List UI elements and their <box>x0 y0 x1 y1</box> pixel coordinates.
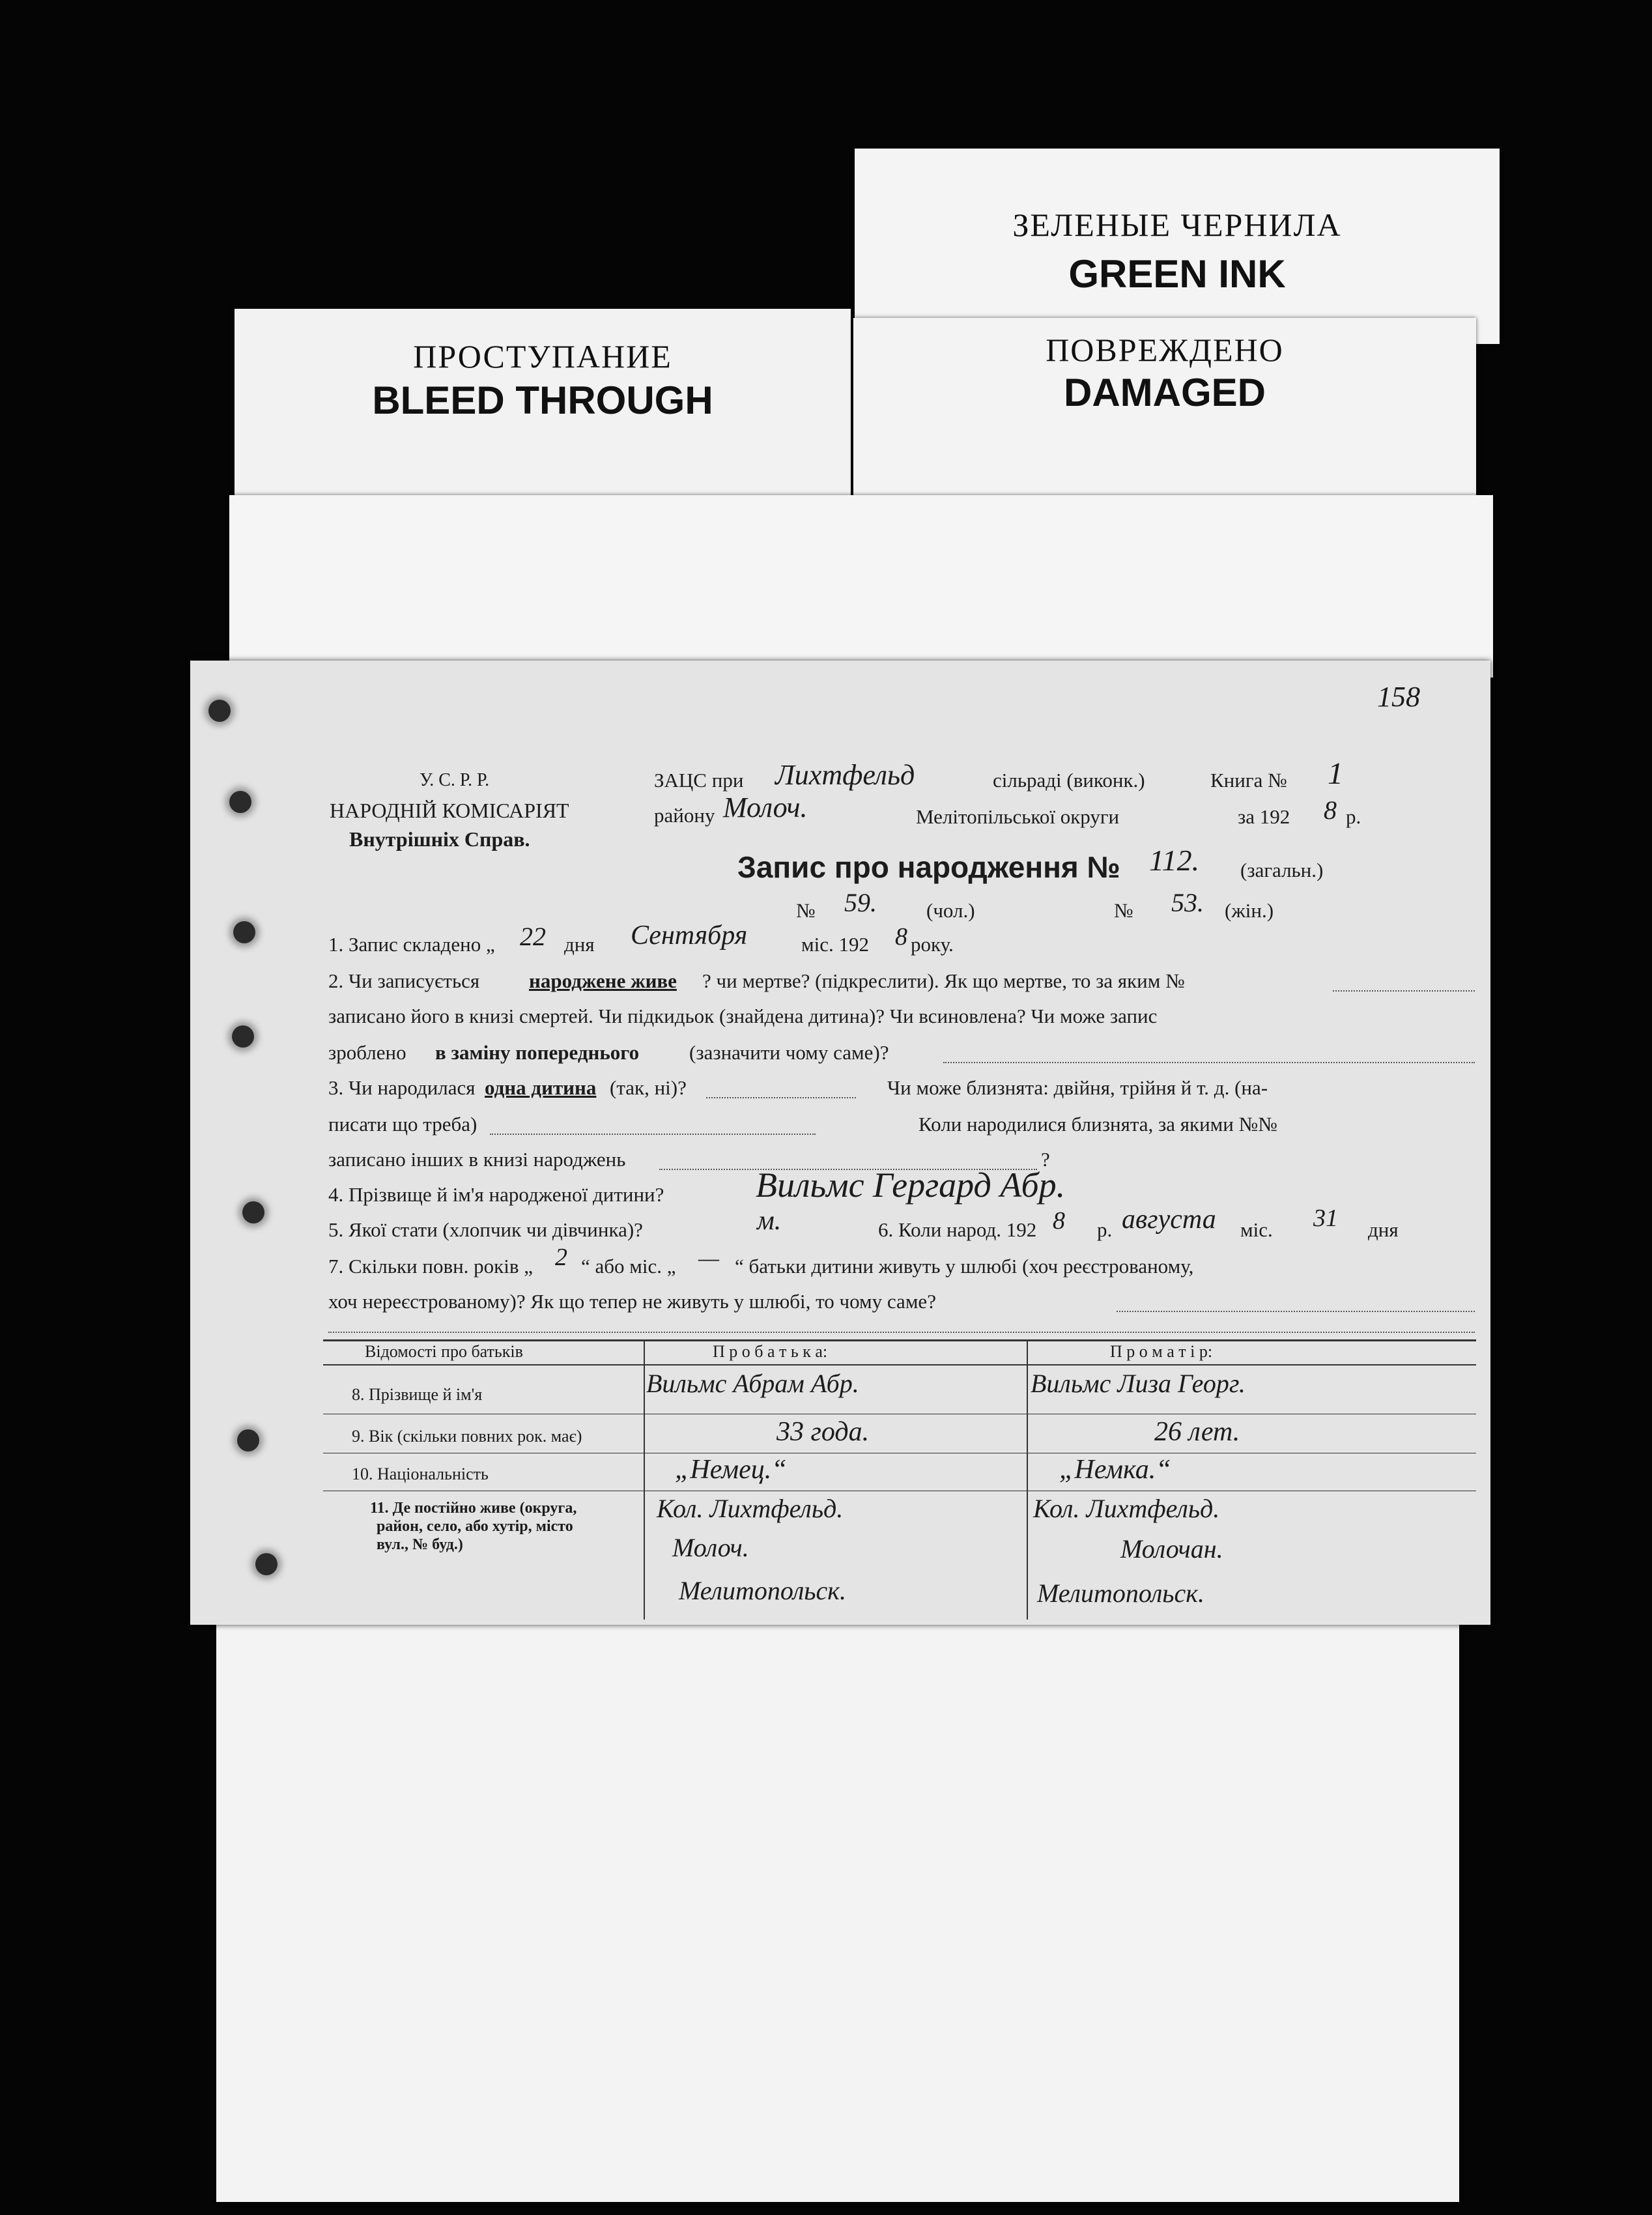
table-top-line <box>323 1339 1476 1341</box>
blank-line <box>943 1062 1475 1063</box>
table-col-divider <box>644 1339 645 1620</box>
birth-day-hand: 31 <box>1313 1205 1338 1232</box>
line1-c: міс. 192 <box>801 933 869 956</box>
line1-a: 1. Запис складено „ <box>328 933 495 956</box>
line4-a: зроблено <box>328 1041 406 1064</box>
line9-d: міс. <box>1240 1218 1273 1241</box>
record-title-suffix: (загальн.) <box>1240 859 1324 881</box>
line10-c: “ батьки дитини живуть у шлюбі (хоч реєстрованому, <box>735 1255 1194 1278</box>
book-hand: 1 <box>1328 756 1343 791</box>
year-prefix: за 192 <box>1238 805 1290 828</box>
year-hand: 8 <box>1324 795 1337 825</box>
table-head-father: П р о б а т ь к а: <box>713 1342 828 1361</box>
zags-prefix: ЗАЦС при <box>654 769 744 792</box>
father-age-hand: 33 года. <box>776 1417 870 1447</box>
header-ussr: У. С. Р. Р. <box>420 770 490 790</box>
binding-hole <box>229 791 251 813</box>
row-residence-label-2: район, село, або хутір, місто <box>377 1518 573 1535</box>
mother-residence-hand-2: Молочан. <box>1120 1534 1223 1564</box>
line4-c: (зазначити чому саме)? <box>689 1041 889 1064</box>
line9-c: р. <box>1097 1218 1113 1241</box>
line9-b: 6. Коли народ. 192 <box>878 1218 1037 1241</box>
green-ink-ru: ЗЕЛЕНЫЕ ЧЕРНИЛА <box>1012 207 1342 243</box>
blank-line <box>706 1097 856 1098</box>
birth-month-hand: августа <box>1122 1205 1216 1235</box>
num-female-hand: 53. <box>1171 888 1204 917</box>
mother-nationality-hand: „Немка.“ <box>1059 1455 1171 1485</box>
num-male-label: (чол.) <box>926 899 975 922</box>
raion-hand: Молоч. <box>723 792 808 823</box>
blank-line <box>328 1332 1475 1333</box>
line8: 4. Прізвище й ім'я народженої дитини? <box>328 1183 664 1206</box>
zags-hand: Лихтфельд <box>775 759 915 791</box>
child-name-hand: Вильмс Гергард Абр. <box>756 1165 1066 1205</box>
line4-b: в заміну попереднього <box>435 1041 640 1064</box>
row-residence-label-3: вул., № буд.) <box>377 1536 463 1553</box>
birth-record-form <box>190 661 1490 1625</box>
line2-b: народжене живе <box>529 969 677 992</box>
line1-year-hand: 8 <box>895 923 907 950</box>
binding-hole <box>208 700 231 722</box>
book-label: Книга № <box>1210 769 1287 792</box>
line5-c: (так, ні)? <box>610 1076 687 1099</box>
table-head-parents: Відомості про батьків <box>365 1342 523 1361</box>
zags-suffix: сільраді (виконк.) <box>993 769 1145 792</box>
line9-e: дня <box>1368 1218 1399 1241</box>
row-age-label: 9. Вік (скільки повних рок. має) <box>352 1427 582 1446</box>
mother-residence-hand-3: Мелитопольск. <box>1037 1579 1204 1608</box>
binding-hole <box>255 1553 278 1575</box>
birth-year-hand: 8 <box>1053 1207 1065 1235</box>
binding-hole <box>232 1025 254 1048</box>
sex-hand: м. <box>757 1206 782 1236</box>
backing-sheet-bottom <box>216 1564 1459 2202</box>
father-residence-hand-1: Кол. Лихтфельд. <box>657 1494 844 1523</box>
line5-a: 3. Чи народилася <box>328 1076 476 1099</box>
line7: записано інших в книзі народжень <box>328 1148 626 1171</box>
line9-a: 5. Якої стати (хлопчик чи дівчинка)? <box>328 1218 643 1241</box>
green-ink-label-card <box>855 149 1500 344</box>
father-name-hand: Вильмс Абрам Абр. <box>646 1369 859 1398</box>
header-internal-affairs: Внутрішніх Справ. <box>349 827 530 851</box>
bleed-through-label-card <box>235 309 851 504</box>
line2-a: 2. Чи записується <box>328 969 480 992</box>
bleed-through-ru: ПРОСТУПАНИЕ <box>413 338 672 375</box>
father-nationality-hand: „Немец.“ <box>675 1455 787 1485</box>
line5-d: Чи може близнята: двійня, трійня й т. д. (на- <box>887 1076 1268 1099</box>
blank-line <box>1333 990 1475 992</box>
num-sign-female: № <box>1114 899 1133 922</box>
green-ink-en: GREEN INK <box>1068 252 1286 296</box>
binding-hole <box>237 1429 259 1451</box>
father-residence-hand-3: Мелитопольск. <box>679 1576 846 1605</box>
bleed-through-en: BLEED THROUGH <box>372 379 713 422</box>
num-female-label: (жін.) <box>1225 899 1274 922</box>
line10-b: “ або міс. „ <box>581 1255 676 1278</box>
page-number: 158 <box>1377 681 1420 713</box>
line3: записано його в книзі смертей. Чи підкидьок (знайдена дитина)? Чи всиновлена? Чи може запис <box>328 1005 1158 1027</box>
year-suffix: р. <box>1346 805 1361 828</box>
raion-label: району <box>654 804 715 827</box>
table-head-line <box>323 1364 1476 1365</box>
line6-a: писати що треба) <box>328 1113 477 1136</box>
num-male-hand: 59. <box>844 888 877 917</box>
row-name-label: 8. Прізвище й ім'я <box>352 1385 483 1404</box>
record-number-hand: 112. <box>1149 844 1200 877</box>
binding-hole <box>242 1201 264 1223</box>
father-residence-hand-2: Молоч. <box>672 1533 749 1562</box>
num-sign-male: № <box>796 899 816 922</box>
okrug: Мелітопільської округи <box>916 805 1120 828</box>
line1-month-hand: Сентября <box>631 921 748 950</box>
line2-c: ? чи мертве? (підкреслити). Як що мертве, то за яким № <box>702 969 1185 992</box>
damaged-label-card <box>853 318 1476 504</box>
blank-line <box>1117 1311 1475 1312</box>
line1-b: дня <box>564 933 595 956</box>
row-nationality-label: 10. Національність <box>352 1465 489 1483</box>
damaged-en: DAMAGED <box>1064 371 1266 414</box>
damaged-ru: ПОВРЕЖДЕНО <box>1046 332 1284 368</box>
line11: хоч нереєстрованому)? Як що тепер не живуть у шлюбі, то чому саме? <box>328 1290 936 1313</box>
years-hand: 2 <box>555 1244 567 1271</box>
line6-b: Коли народилися близнята, за якими №№ <box>919 1113 1277 1136</box>
mother-name-hand: Вильмс Лиза Георг. <box>1031 1369 1246 1398</box>
table-col-divider <box>1027 1339 1028 1620</box>
line5-b: одна дитина <box>485 1076 597 1099</box>
mother-age-hand: 26 лет. <box>1154 1417 1240 1447</box>
line1-day-hand: 22 <box>520 922 546 951</box>
blank-line <box>490 1134 816 1135</box>
backing-sheet-top <box>229 495 1493 678</box>
line1-d: року. <box>911 933 954 956</box>
mother-residence-hand-1: Кол. Лихтфельд. <box>1033 1494 1220 1523</box>
binding-hole <box>233 921 255 943</box>
line10-a: 7. Скільки повн. років „ <box>328 1255 533 1278</box>
months-hand: — <box>698 1245 720 1271</box>
row-residence-label-1: 11. Де постійно живе (округа, <box>370 1500 577 1517</box>
table-head-mother: П р о м а т і р: <box>1110 1342 1213 1361</box>
header-commissariat: НАРОДНІЙ КОМІСАРІЯТ <box>330 799 569 822</box>
record-title: Запис про народження № <box>737 850 1120 884</box>
line7-end: ? <box>1041 1148 1050 1171</box>
